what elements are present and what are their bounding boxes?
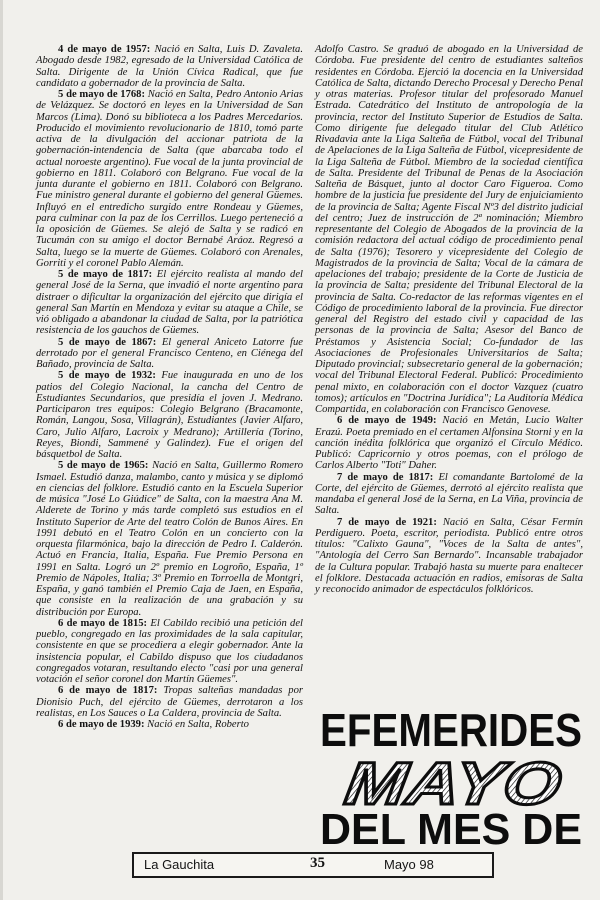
page-footer	[132, 852, 494, 878]
entry	[36, 337, 303, 371]
footer-page-number: 35	[310, 855, 325, 871]
entry-continuation: Adolfo Castro. Se graduó de abogado en la Universidad de Córdoba. Fue presidente del centro de estudiantes salteños residentes en Córdoba. Ejerció la docencia en la Universidad Católica de Salta, dictando Derecho Procesal y Derecho Penal y otras materias. Profesor titular del profesorado Manuel Estrada. Catedrático del Instituto de antropología de la provincia, rector del Instituto Superior de Estudios de Salta. Como dirigente fue delegado titular del Club Atlético Rivadavia ante la Liga Salteña de Fútbol, vocal del Tribunal de Apelaciones de la Liga Salteña de Fútbol, vicepresidente de la Liga Salteña de Fútbol. Miembro de la sociedad científica de Salta. Presidente del Tribunal de Penas de la Asociación Salteña de Básquet, junto al doctor Caro Figueroa. Como hombre de la justicia fue presidente del Jury de enjuiciamiento de la provincia de Salta; Agente Fiscal Nº3 del distrito judicial del centro; Juez de instrucción de 2ª nominación; Miembro representante del Colegio de Abogados de la provincia de la comisión redactora del actual código de procedimiento penal de Salta (1976); Tesorero y vicepresidente del Colegio de Magistrados de la provincia de Salta; Vocal de la cámara de apelaciones del trabajo; presidente de la Corte de Justicia de la provincia de Salta; presidente del Tribunal Electoral de la provincia de Salta. Co-redactor de las reformas vigentes en el Código de procedimiento laboral de la provincia. Fue director general del Registro del estado civil y capacidad de las personas de la provincia de Salta; Asesor del Banco de Préstamos y Asistencia Social; Co-fundador de las Asociaciones de Profesionales Universitarios de Salta; Diputado provincial; subsecretario general de la gobernación; vocal del Tribunal Electoral Federal. Publicó: Procedimiento penal mixto, en colaboración con el doctor Vazquez (cuatro tomos); artículos en "Doctrina Jurídica"; La Auditoría Médica Compartida, en colaboración con Francisco Genovese.	[315, 44, 584, 415]
entry-text: El Cabildo recibió una petición del pueblo, congregado en las proximidades de la sala capitular, consistente en que se procediera a elegir gobernador. Ante la insistencia popular, el Cabildo dispuso que los ciudadanos congregados votaran, resultando electo "casi por una general votación el señor coronel don Martín Güemes".	[36, 617, 303, 685]
entry	[315, 415, 583, 471]
entry-date: 7 de mayo de 1921:	[337, 516, 437, 528]
entry-text: Nació en Salta, César Fermín Perdiguero. Poeta, escritor, periodista. Publicó entre otros títulos: "Calixto Gauna", "Voces de la Salta de antes", "Antología del Cerro San Bernardo". Incansable trabajador de la Cultura popular. Trabajó hasta su muerte para enaltecer el folklore. Destacada actuación en radios, emisoras de Salta y reconocido animador de espectáculos folklóricos.	[315, 516, 583, 595]
right-column	[315, 44, 583, 595]
entry-date: 5 de mayo de 1867:	[58, 336, 157, 348]
entry-date: 5 de mayo de 1817:	[58, 269, 153, 280]
entry	[36, 44, 303, 89]
entry-date: 7 de mayo de 1817:	[337, 471, 434, 483]
entry	[36, 460, 303, 618]
entry-date: 6 de mayo de 1815:	[58, 617, 148, 629]
footer-issue: Mayo 98	[384, 857, 434, 872]
entry-text: Nació en Salta, Guillermo Romero Ismael. Estudió danza, malambo, canto y música y se diplomó en ciencias del folklore. Estudió canto en la Escuela Superior de música "José Lo Giúdice" de Salta, con la maestra Ana M. Alderete de Torino y más tarde completó sus estudios en el Instituto Superior de Arte del teatro Colón de Bunos Aires. En 1991 debutó en el Teatro Colón en un concierto con la orquesta filarmónica, bajo la dirección de Pedro I. Calderón. Actuó en Francia, Italia, España. Fue Premio Persona en 1991 en Salta. Logró un 2º premio en Logroño, España, 1º Premio de Nápoles, Italia; 3º Premio en Torroella de Montgri, España, y ganó también el Premio Caja de Jaen, en España, que consiste en la realización de una grabación y su distribución por Europa.	[36, 460, 303, 618]
left-column	[36, 44, 303, 730]
entry	[36, 685, 303, 719]
entry	[36, 719, 303, 730]
entry-text: Fue inaugurada en uno de los patios del Colegio Nacional, la cancha del Centro de Estudiantes Secundarios, que presidía el joven J. Medrano. Participaron tres equipos: Colegio Belgrano (Bracamonte, Román, Langou, Sosa, Villagrán), Estudiantes (Javier Alfaro, Caro, Julio Alfaro, Lacroix y Medrano); Artillería (Torino, Reyes, Biondi, Sammené y Galindez). Fue el origen del básquetbol de Salta.	[36, 370, 304, 460]
entry-text: Tropas salteñas mandadas por Dionisio Puch, del ejército de Güemes, derrotaron a los realistas, en Los Sauces o La Caldera, provincia de Salta.	[36, 685, 304, 719]
entry-text: El ejército realista al mando del general José de la Serna, que invadió el norte argentino para distraer o dificultar la organización del ejército que dirigía el general San Martín en Mendoza y evitar su ataque a Chile, se vió obligado a abandonar la ciudad de Salta, por la patriótica resistencia de los gauchos de Güemes.	[36, 269, 303, 337]
entry	[36, 618, 303, 686]
entry	[315, 517, 583, 596]
scan-edge	[0, 0, 3, 900]
entry-date: 5 de mayo de 1965:	[58, 460, 149, 472]
entry-date: 5 de mayo de 1768:	[58, 89, 146, 100]
entry-text: El comandante Bartolomé de la Corte, del ejército de Güemes, derrotó al ejército realista que mandaba el general José de la Serna, en La Viña, provincia de Salta.	[315, 471, 583, 517]
entry-text: Nació en Metán, Lucio Walter Erazú. Poeta premiado en el certamen Alfonsina Storni y en la canción inédita folklórica que organizó el Círculo Médico. Publicó: Capricornio y otros poemas, con el prólogo de Carlos Alberto "Toti" Daher.	[315, 415, 583, 472]
entry-text: Nació en Salta, Luis D. Zavaleta. Abogado desde 1982, egresado de la Universidad Católica de Salta. Dirigente de la Unión Cívica Radical, que fue candidato a gobernador de la provincia de Salta.	[36, 44, 303, 89]
entry	[36, 89, 303, 269]
entry	[315, 472, 583, 517]
footer-publication: La Gauchita	[144, 857, 215, 872]
banner-line-efemerides: EFEMERIDES	[320, 704, 582, 756]
banner-line-mayo: MAYO	[341, 749, 527, 817]
entry-date: 6 de mayo de 1949:	[337, 415, 437, 427]
entry-text: Nació en Salta, Pedro Antonio Arias de Velázquez. Se doctoró en leyes en la Universidad de San Marcos (Lima). Donó su biblioteca a los Padres Mercedarios. Producido el movimiento revolucionario de 1810, tomó parte activa de la divulgación del accionar patriota de la gobernación-intendencia de Salta (que abarcaba todo el actual noroeste argentino). Fue vocal de la junta provincial de gobierno en 1811. Colaboró con Belgrano. Fue vocal de la junta durante el gobierno en 1811. Colaboró con Belgrano. Fue ministro general durante el gobierno del general Güemes. Influyó en el entredicho surgido entre Rondeau y Güemes, para culminar con la paz de los Cerrillos. Luego perteneció a la oposición de Güemes. Se alejó de Salta y se radicó en Tucumán con su amigo el doctor Bernabé Aráoz. Regresó a Salta, luego se la muerte de Güemes. Colaboró con Arenales, Gorriti y el coronel Pablo Alemán.	[36, 89, 304, 269]
entry-text: El general Aniceto Latorre fue derrotado por el general Francisco Centeno, en Ciénega del Bañado, provincia de Salta.	[36, 336, 303, 370]
entry	[36, 269, 303, 337]
entry-text: Nació en Salta, Roberto	[147, 719, 249, 730]
entry-date: 4 de mayo de 1957:	[58, 44, 151, 55]
entry-date: 5 de mayo de 1932:	[58, 370, 156, 382]
banner-art	[312, 700, 590, 850]
efemerides-banner	[312, 700, 590, 850]
entry	[36, 370, 303, 460]
banner-line-del-mes-de: DEL MES DE	[320, 805, 582, 850]
entry-date: 6 de mayo de 1817:	[58, 685, 158, 697]
entry-date: 6 de mayo de 1939:	[58, 719, 145, 730]
